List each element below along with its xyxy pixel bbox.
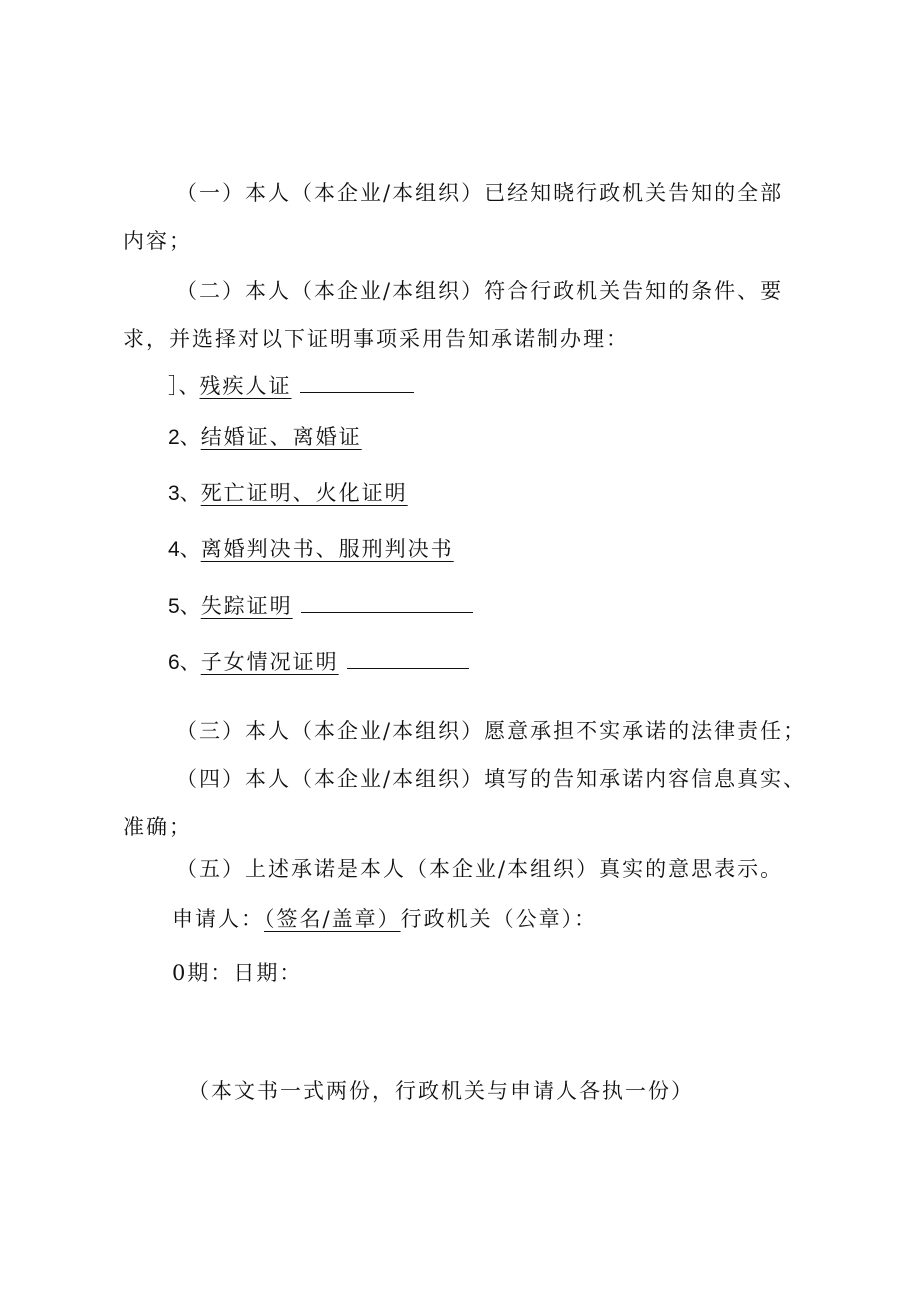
list-item-prefix: 6、 — [168, 651, 201, 674]
blank-line — [301, 590, 473, 613]
list-item-label: 残疾人证 — [199, 374, 292, 398]
list-item-label: 失踪证明 — [200, 594, 293, 618]
list-item-prefix: ］、 — [168, 375, 200, 398]
applicant-label: 申请人： — [172, 907, 264, 931]
list-item-label: 子女情况证明 — [200, 650, 339, 674]
list-item-label: 结婚证、离婚证 — [200, 425, 362, 449]
commitment-1-line-2: 内容； — [123, 229, 192, 253]
list-item-prefix: 2、 — [168, 426, 201, 449]
footer-note: （本文书一式两份，行政机关与申请人各执一份） — [188, 1079, 694, 1103]
list-item-3 — [168, 478, 408, 509]
list-item-label: 离婚判决书、服刑判决书 — [200, 537, 454, 561]
commitment-4-line-1: （四）本人（本企业/本组织）填写的告知承诺内容信息真实、 — [176, 767, 807, 791]
list-item-5 — [168, 590, 473, 622]
agency-seal-label: 行政机关（公章）： — [400, 907, 598, 931]
applicant-signature-field: （签名/盖章） — [264, 907, 401, 931]
list-item-prefix: 3、 — [168, 482, 201, 505]
list-item-prefix: 4、 — [168, 538, 201, 561]
list-item-1 — [168, 370, 414, 402]
commitment-4-line-2: 准确； — [123, 815, 192, 839]
commitment-2-line-2: 求，并选择对以下证明事项采用告知承诺制办理： — [123, 327, 629, 351]
list-item-prefix: 5、 — [168, 595, 201, 618]
list-item-6 — [168, 646, 469, 678]
list-item-2 — [168, 422, 362, 453]
commitment-1-line-1: （一）本人（本企业/本组织）已经知晓行政机关告知的全部 — [176, 181, 784, 205]
blank-line — [300, 370, 414, 393]
commitment-3: （三）本人（本企业/本组织）愿意承担不实承诺的法律责任； — [176, 719, 807, 743]
blank-line — [347, 646, 469, 669]
commitment-2-line-1: （二）本人（本企业/本组织）符合行政机关告知的条件、要 — [176, 279, 784, 303]
list-item-label: 死亡证明、火化证明 — [200, 481, 408, 505]
commitment-5: （五）上述承诺是本人（本企业/本组织）真实的意思表示。 — [176, 857, 784, 881]
signature-line — [172, 904, 597, 934]
list-item-4 — [168, 534, 454, 565]
date-line: 0期：日期： — [172, 961, 303, 985]
